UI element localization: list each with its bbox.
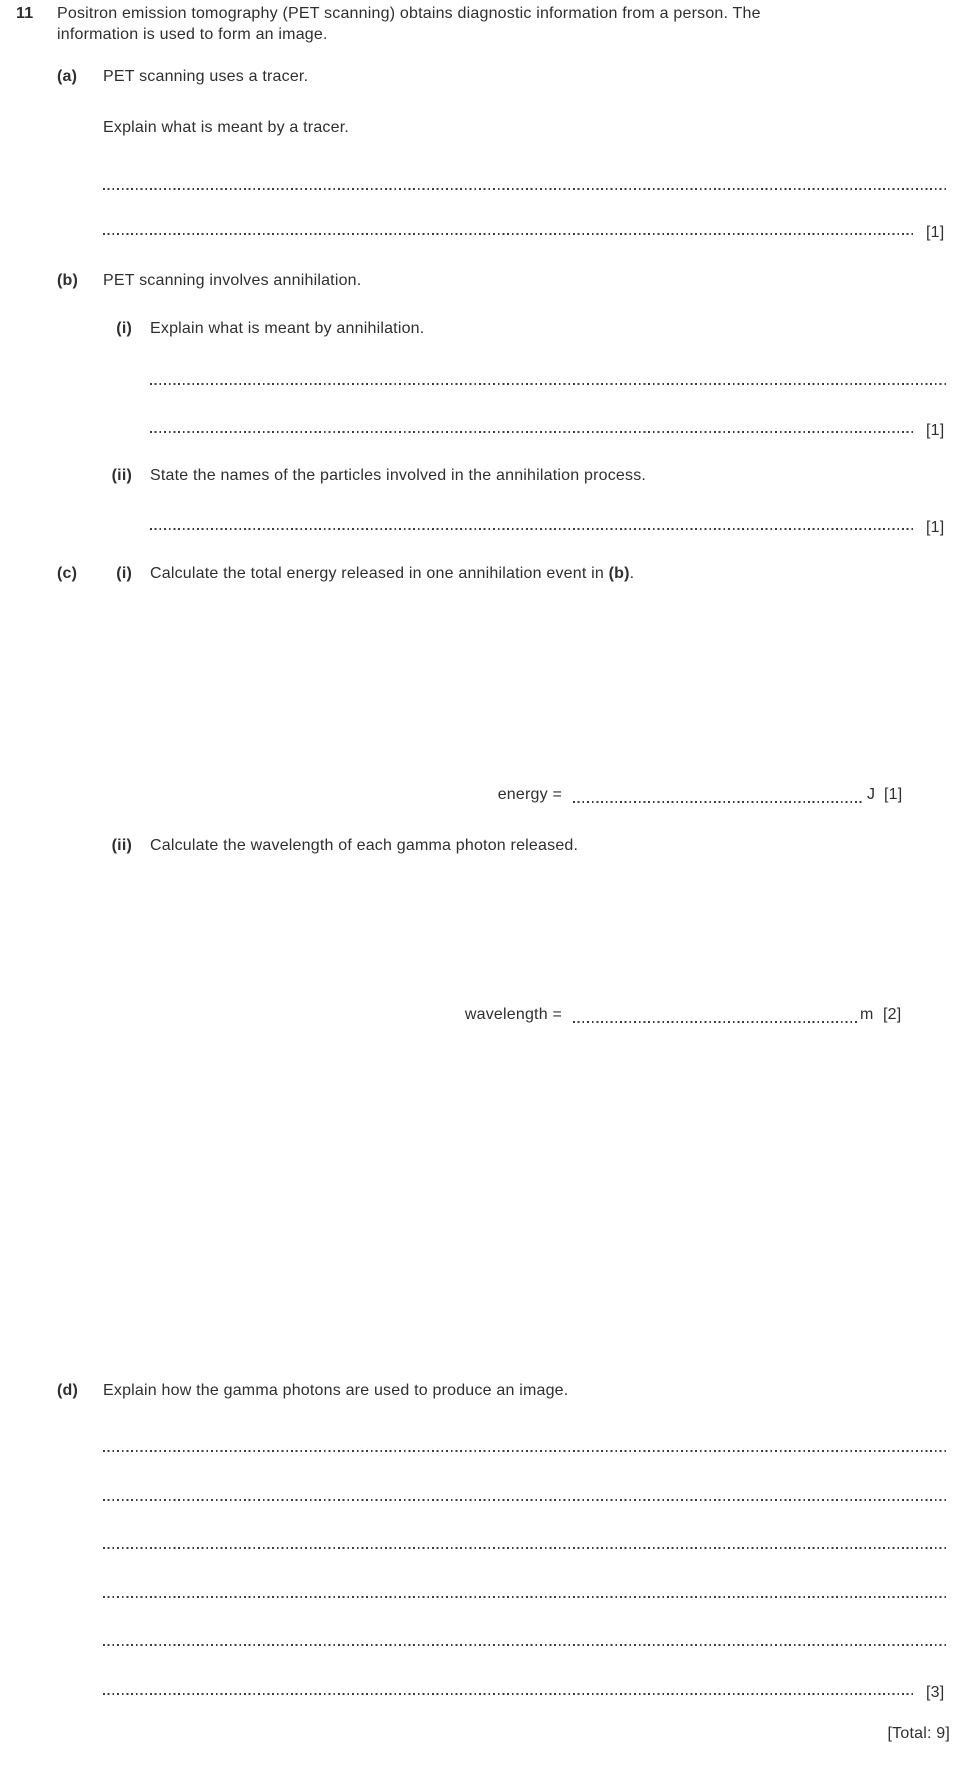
part-b-ii-label: (ii) bbox=[111, 467, 132, 484]
part-c-ii-label: (ii) bbox=[111, 837, 132, 854]
part-a-statement: PET scanning uses a tracer. bbox=[103, 68, 309, 85]
part-b-ii-mark: [1] bbox=[926, 519, 945, 536]
question-intro-line-1: Positron emission tomography (PET scanning) obtains diagnostic information from a person. The bbox=[57, 5, 761, 22]
energy-unit: J bbox=[867, 786, 876, 803]
answer-dotted-line bbox=[103, 1644, 948, 1646]
part-c-i-label: (i) bbox=[116, 565, 132, 582]
answer-dotted-line bbox=[103, 1450, 948, 1452]
answer-dotted-line bbox=[103, 233, 913, 235]
answer-dotted-line bbox=[150, 383, 948, 385]
part-d-label: (d) bbox=[57, 1382, 79, 1399]
wavelength-unit: m bbox=[860, 1006, 874, 1023]
part-c-i-prompt-text: Calculate the total energy released in one annihilation event in bbox=[150, 565, 609, 582]
part-c-i-mark: [1] bbox=[884, 786, 903, 803]
part-d-mark: [3] bbox=[926, 1684, 945, 1701]
part-c-ii-prompt: Calculate the wavelength of each gamma photon released. bbox=[150, 837, 579, 854]
part-c-i-prompt-bold-ref: (b) bbox=[608, 565, 630, 582]
part-c-label: (c) bbox=[57, 565, 78, 582]
answer-dotted-line bbox=[103, 188, 948, 190]
answer-dotted-line bbox=[103, 1547, 948, 1549]
wavelength-answer-label: wavelength = bbox=[464, 1006, 562, 1023]
energy-answer-label: energy = bbox=[497, 786, 562, 803]
part-c-i-prompt bbox=[150, 565, 634, 583]
answer-dotted-line bbox=[150, 528, 913, 530]
part-d-prompt: Explain how the gamma photons are used to produce an image. bbox=[103, 1382, 569, 1399]
part-a-label: (a) bbox=[57, 68, 78, 85]
answer-dotted-line bbox=[150, 431, 913, 433]
part-a-prompt: Explain what is meant by a tracer. bbox=[103, 119, 350, 136]
answer-dotted-line bbox=[573, 1021, 858, 1023]
answer-dotted-line bbox=[103, 1693, 913, 1695]
question-number: 11 bbox=[16, 5, 34, 22]
answer-dotted-line bbox=[573, 801, 863, 803]
part-b-i-label: (i) bbox=[116, 320, 132, 337]
part-a-mark: [1] bbox=[926, 224, 945, 241]
part-c-i-prompt-period: . bbox=[629, 565, 635, 582]
part-b-ii-prompt: State the names of the particles involved in the annihilation process. bbox=[150, 467, 647, 484]
question-intro-line-2: information is used to form an image. bbox=[57, 26, 328, 43]
part-b-statement: PET scanning involves annihilation. bbox=[103, 272, 362, 289]
part-b-i-prompt: Explain what is meant by annihilation. bbox=[150, 320, 425, 337]
question-total: [Total: 9] bbox=[887, 1725, 950, 1742]
part-b-label: (b) bbox=[57, 272, 79, 289]
answer-dotted-line bbox=[103, 1596, 948, 1598]
part-c-ii-mark: [2] bbox=[883, 1006, 902, 1023]
part-b-i-mark: [1] bbox=[926, 422, 945, 439]
answer-dotted-line bbox=[103, 1499, 948, 1501]
